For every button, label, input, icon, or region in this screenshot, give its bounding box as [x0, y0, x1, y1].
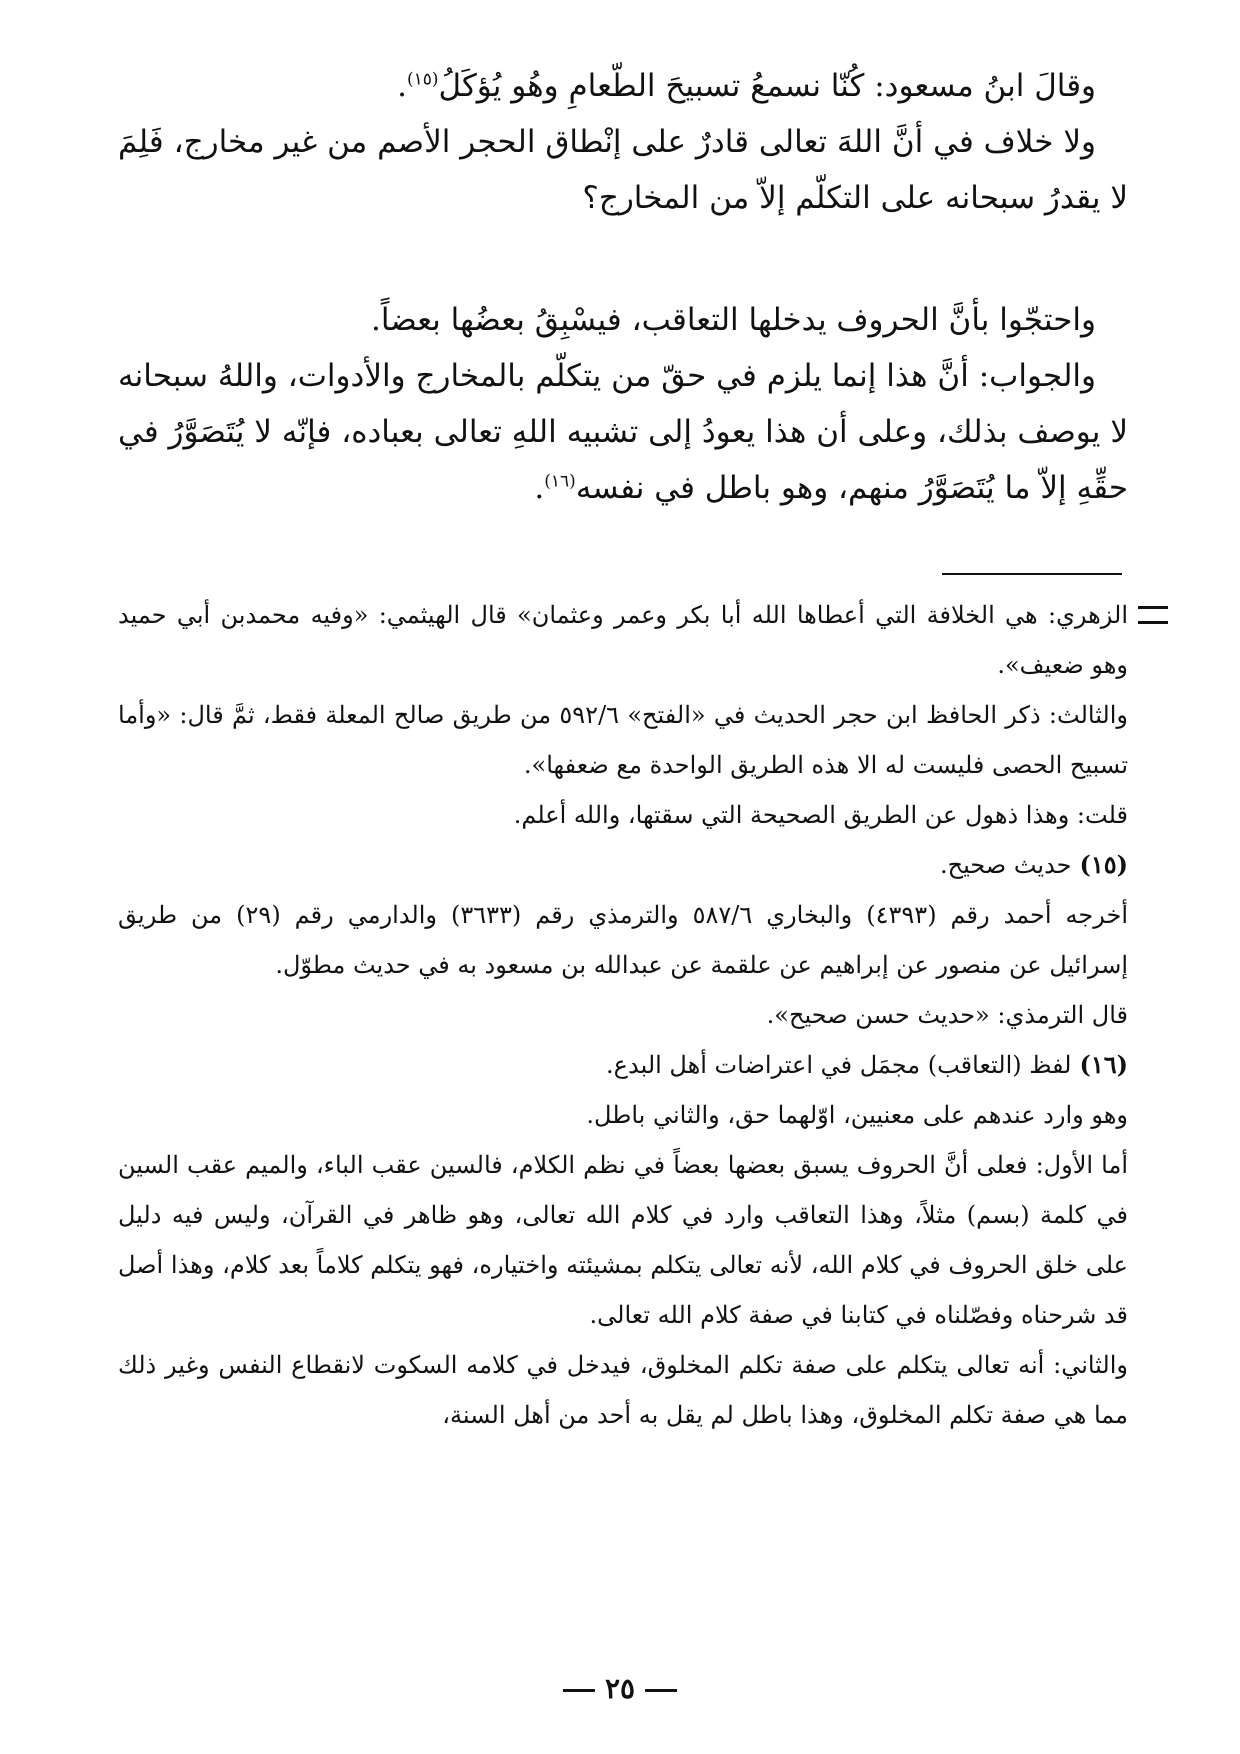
paragraph-1-text: وقالَ ابنُ مسعود: كُنّا نسمعُ تسبيحَ الطّعامِ وهُو يُؤكَلُ	[438, 68, 1096, 104]
footnote-16-line-2: وهو وارد عندهم على معنيين، اوّلهما حق، والثاني باطل.	[586, 1101, 1128, 1129]
footnote-16-heading	[118, 1040, 1128, 1090]
footnote-15-line-2: أخرجه أحمد رقم (٤٣٩٣) والبخاري ٥٨٧/٦ والترمذي رقم (٣٦٣٣) والدارمي رقم (٢٩) من طريق إسرائيل عن منصور عن إبراهيم عن علقمة عن عبدالله بن مسعود به في حديث مطوّل.	[118, 901, 1129, 979]
paragraph-3: واحتجّوا بأنَّ الحروف يدخلها التعاقب، فيسْبِقُ بعضُها بعضاً.	[371, 302, 1096, 338]
page-number-dash-right	[563, 1689, 595, 1692]
paragraph-2: ولا خلاف في أنَّ اللهَ تعالى قادرٌ على إنْطاق الحجر الأصم من غير مخارج، فَلِمَ لا يقدرُ سبحانه على التكلّم إلاّ من المخارج؟	[118, 124, 1128, 216]
footnote-continued-3: قلت: وهذا ذهول عن الطريق الصحيحة التي سقتها، والله أعلم.	[513, 801, 1128, 829]
footnote-15-heading	[118, 840, 1128, 890]
footnote-16-line-4: والثاني: أنه تعالى يتكلم على صفة تكلم المخلوق، فيدخل في كلامه السكوت لانقطاع النفس وغير ذلك مما هي صفة تكلم المخلوق، وهذا باطل لم يقل به أحد من أهل السنة،	[118, 1351, 1128, 1429]
footnotes	[118, 590, 1128, 1440]
paragraph-1-end: .	[397, 68, 407, 104]
footnote-15-number: (١٥)	[1079, 850, 1128, 879]
footnote-continued-2: والثالث: ذكر الحافظ ابن حجر الحديث في «الفتح» ٥٩٢/٦ من طريق صالح المعلة فقط، ثمَّ قال: «وأما تسبيح الحصى فليست له الا هذه الطريق الواحدة مع ضعفها».	[118, 701, 1128, 779]
page-number-value: ٢٥	[604, 1672, 636, 1705]
footnote-15-line-3: قال الترمذي: «حديث حسن صحيح».	[766, 1001, 1128, 1029]
page-number-dash-left	[645, 1689, 677, 1692]
paragraph-4	[118, 348, 1128, 516]
paragraph-4-text: والجواب: أنَّ هذا إنما يلزم في حقّ من يتكلّم بالمخارج والأدوات، واللهُ سبحانه لا يوصف بذلك، وعلى أن هذا يعودُ إلى تشبيه اللهِ تعالى بعباده، فإنّه لا يُتَصَوَّرُ في حقِّهِ إلاّ ما يُتَصَوَّرُ منهم، وهو باطل في نفسه	[118, 358, 1128, 506]
footnote-separator	[942, 573, 1122, 575]
footnote-16-line-1: لفظ (التعاقب) مجمَل في اعتراضات أهل البدع.	[606, 1051, 1072, 1079]
main-text	[118, 58, 1128, 516]
paragraph-4-end: .	[534, 470, 545, 506]
paragraph-gap	[118, 226, 1128, 292]
page-number	[0, 1672, 1240, 1705]
footnote-15-line-1: حديث صحيح.	[939, 851, 1072, 879]
footnote-16-number: (١٦)	[1079, 1050, 1128, 1079]
footnote-ref-16: (١٦)	[544, 471, 576, 492]
footnote-continued-1: الزهري: هي الخلافة التي أعطاها الله أبا بكر وعمر وعثمان» قال الهيثمي: «وفيه محمدبن أبي حميد وهو ضعيف».	[118, 601, 1128, 679]
footnote-16-line-3: أما الأول: فعلى أنَّ الحروف يسبق بعضها بعضاً في نظم الكلام، فالسين عقب الباء، والميم عقب السين في كلمة (بسم) مثلاً، وهذا التعاقب وارد في كلام الله تعالى، وهو ظاهر في القرآن، وليس فيه دليل على خلق الحروف في كلام الله، لأنه تعالى يتكلم بمشيئته واختياره، فهو يتكلم كلاماً بعد كلام، وهذا أصل قد شرحناه وفصّلناه في كتابنا في صفة كلام الله تعالى.	[118, 1151, 1128, 1329]
footnote-ref-15: (١٥)	[406, 69, 439, 90]
continuation-mark-icon	[1138, 606, 1168, 624]
paragraph-1	[118, 58, 1128, 114]
